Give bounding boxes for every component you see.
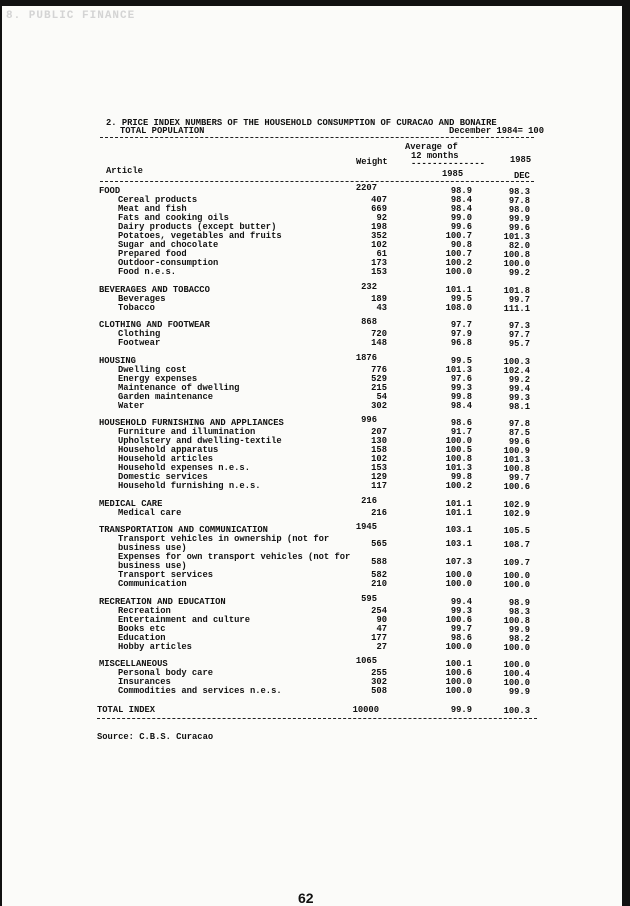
source-note: Source: C.B.S. Curacao (97, 732, 214, 742)
item-average: 100.0 (445, 267, 472, 277)
section-average: 101.1 (445, 284, 472, 295)
footer-rule (97, 718, 537, 719)
item-weight: 215 (371, 382, 387, 393)
item-average: 97.9 (450, 329, 472, 339)
item-label: Transport vehicles in ownership (not for (118, 534, 330, 544)
item-average: 100.5 (445, 445, 472, 455)
item-average: 96.8 (450, 338, 472, 348)
section-weight: 216 (361, 495, 377, 506)
section-weight: 232 (361, 281, 377, 292)
item-label: Household apparatus (118, 445, 219, 455)
section-average: 98.9 (450, 186, 472, 196)
item-dec: 109.7 (503, 558, 530, 568)
table-subtitle: TOTAL POPULATION (120, 126, 205, 136)
item-label: Food n.e.s. (118, 267, 177, 277)
item-average: 100.0 (445, 677, 472, 687)
item-average: 107.3 (445, 557, 472, 567)
weight-header: Weight (356, 157, 388, 167)
item-label: Clothing (118, 329, 161, 339)
item-average: 101.1 (445, 507, 472, 518)
item-label: Energy expenses (118, 373, 198, 384)
item-label: Outdoor-consumption (118, 258, 219, 268)
section-heading: HOUSEHOLD FURNISHING AND APPLIANCES (99, 418, 284, 428)
avg-year-header: 1985 (442, 169, 464, 179)
item-dec: 99.6 (508, 437, 530, 447)
item-label: Expenses for own transport vehicles (not for (118, 552, 351, 562)
item-dec: 99.7 (508, 294, 530, 305)
item-weight: 210 (371, 579, 387, 589)
item-dec: 98.2 (508, 633, 530, 644)
item-weight: 102 (371, 240, 387, 250)
item-dec: 98.3 (508, 606, 530, 617)
item-dec: 100.6 (503, 482, 530, 492)
item-dec: 100.9 (503, 446, 530, 456)
item-weight: 720 (371, 329, 387, 339)
item-dec: 100.8 (503, 615, 530, 626)
item-label: Household articles (118, 454, 214, 464)
item-average: 103.1 (445, 539, 472, 549)
item-average: 100.6 (445, 614, 472, 625)
item-average: 100.7 (445, 249, 472, 259)
item-weight: 54 (376, 391, 387, 402)
item-weight: 302 (371, 677, 387, 687)
item-average: 101.3 (445, 463, 472, 473)
item-weight: 90 (376, 614, 387, 625)
section-dec: 98.9 (508, 597, 530, 608)
section-weight: 1876 (355, 352, 377, 363)
section-dec: 101.8 (503, 285, 530, 296)
item-label: Cereal products (118, 195, 198, 205)
section-heading: MEDICAL CARE (99, 498, 163, 509)
item-average: 99.3 (450, 382, 472, 393)
section-average: 100.1 (445, 659, 472, 669)
item-label: Dwelling cost (118, 364, 187, 375)
item-average: 98.4 (450, 400, 472, 411)
item-label: Beverages (118, 293, 166, 304)
item-dec: 99.4 (508, 383, 530, 394)
section-dec: 105.5 (503, 526, 530, 536)
dec-header: DEC (514, 171, 530, 181)
section-average: 101.1 (445, 498, 472, 509)
item-average: 99.8 (450, 472, 472, 482)
item-label: Books etc (118, 623, 166, 634)
item-label: Dairy products (except butter) (118, 222, 277, 232)
item-dec: 99.7 (508, 473, 530, 483)
section-weight: 996 (361, 415, 377, 425)
item-dec: 100.8 (503, 250, 530, 260)
section-average: 97.7 (450, 320, 472, 330)
item-label: Potatoes, vegetables and fruits (118, 231, 282, 241)
section-dec: 98.3 (508, 187, 530, 197)
item-average: 99.8 (450, 391, 472, 402)
item-average: 98.4 (450, 195, 472, 205)
item-weight: 588 (371, 557, 387, 567)
article-header: Article (106, 166, 143, 176)
section-weight: 595 (361, 593, 377, 604)
section-average: 103.1 (445, 525, 472, 535)
item-weight: 254 (371, 605, 387, 616)
section-dec: 100.0 (503, 660, 530, 670)
item-weight: 43 (376, 302, 387, 313)
item-dec: 100.0 (503, 259, 530, 269)
item-average: 100.0 (445, 641, 472, 652)
item-average: 100.8 (445, 454, 472, 464)
item-label: Household expenses n.e.s. (118, 463, 250, 473)
item-label: Personal body care (118, 668, 214, 678)
item-dec: 100.0 (503, 580, 530, 590)
item-average: 97.6 (450, 373, 472, 384)
item-dec: 111.1 (503, 303, 530, 314)
item-label: Garden maintenance (118, 391, 214, 402)
item-dec: 99.9 (508, 624, 530, 635)
item-label: Prepared food (118, 249, 187, 259)
item-weight: 158 (371, 445, 387, 455)
item-label: business use) (118, 561, 187, 571)
item-average: 98.4 (450, 204, 472, 214)
item-weight: 129 (371, 472, 387, 482)
total-average: 99.9 (450, 705, 472, 715)
item-weight: 61 (376, 249, 387, 259)
item-label: Communication (118, 579, 187, 589)
item-weight: 407 (371, 195, 387, 205)
total-label: TOTAL INDEX (97, 705, 156, 715)
item-label: Maintenance of dwelling (118, 382, 240, 393)
item-average: 99.7 (450, 623, 472, 634)
item-dec: 100.4 (503, 669, 530, 679)
section-average: 98.6 (450, 418, 472, 428)
item-dec: 101.3 (503, 232, 530, 242)
section-weight: 1945 (355, 522, 377, 532)
item-dec: 82.0 (508, 241, 530, 251)
item-weight: 776 (371, 364, 387, 375)
item-weight: 216 (371, 507, 387, 518)
avg-header-line2: 12 months (411, 151, 459, 161)
item-dec: 97.8 (508, 196, 530, 206)
item-average: 98.6 (450, 632, 472, 643)
item-dec: 108.7 (503, 540, 530, 550)
item-weight: 255 (371, 668, 387, 678)
item-weight: 508 (371, 686, 387, 696)
dec-year-header: 1985 (510, 155, 532, 165)
item-label: Household furnishing n.e.s. (118, 481, 261, 491)
item-average: 100.7 (445, 231, 472, 241)
item-dec: 99.9 (508, 687, 530, 697)
item-label: Education (118, 632, 166, 643)
item-dec: 102.9 (503, 508, 530, 519)
item-average: 90.8 (450, 240, 472, 250)
avg-header-line1: Average of (405, 142, 458, 152)
item-dec: 101.3 (503, 455, 530, 465)
item-weight: 177 (371, 632, 387, 643)
item-dec: 100.0 (503, 571, 530, 581)
section-average: 99.4 (450, 596, 472, 607)
section-heading: FOOD (99, 186, 121, 196)
item-average: 99.6 (450, 222, 472, 232)
item-dec: 99.3 (508, 392, 530, 403)
item-dec: 98.0 (508, 205, 530, 215)
section-weight: 868 (361, 317, 377, 327)
column-header-rule (100, 181, 534, 182)
section-heading: HOUSING (99, 355, 136, 366)
total-dec: 100.3 (503, 706, 530, 716)
item-weight: 148 (371, 338, 387, 348)
item-label: Hobby articles (118, 641, 192, 652)
item-label: Footwear (118, 338, 161, 348)
item-weight: 173 (371, 258, 387, 268)
item-average: 100.0 (445, 436, 472, 446)
base-period: December 1984= 100 (448, 126, 544, 136)
header-rule (100, 137, 534, 138)
total-weight: 10000 (352, 705, 379, 715)
item-average: 100.0 (445, 579, 472, 589)
item-average: 99.3 (450, 605, 472, 616)
item-average: 100.0 (445, 686, 472, 696)
item-label: Sugar and chocolate (118, 240, 219, 250)
item-average: 108.0 (445, 302, 472, 313)
section-heading: TRANSPORTATION AND COMMUNICATION (99, 525, 268, 535)
item-average: 101.3 (445, 364, 472, 375)
item-label: Recreation (118, 605, 171, 616)
item-dec: 97.7 (508, 330, 530, 340)
avg-header-dash: -------------- (411, 159, 485, 169)
item-weight: 153 (371, 463, 387, 473)
item-dec: 98.1 (508, 401, 530, 412)
section-dec: 97.8 (508, 419, 530, 429)
item-dec: 102.4 (503, 365, 530, 376)
document-page (2, 6, 622, 906)
item-weight: 92 (376, 213, 387, 223)
item-weight: 189 (371, 293, 387, 304)
item-label: Water (118, 400, 145, 411)
item-weight: 529 (371, 373, 387, 384)
item-dec: 87.5 (508, 428, 530, 438)
item-weight: 47 (376, 623, 387, 634)
item-label: Furniture and illumination (118, 427, 256, 437)
item-label: Entertainment and culture (118, 614, 250, 625)
item-dec: 99.9 (508, 214, 530, 224)
item-weight: 27 (376, 641, 387, 652)
item-label: Transport services (118, 570, 214, 580)
item-weight: 153 (371, 267, 387, 277)
item-weight: 198 (371, 222, 387, 232)
item-dec: 99.2 (508, 374, 530, 385)
item-weight: 352 (371, 231, 387, 241)
item-weight: 102 (371, 454, 387, 464)
item-dec: 99.6 (508, 223, 530, 233)
item-label: Medical care (118, 507, 182, 518)
item-label: Meat and fish (118, 204, 187, 214)
running-header: 8. PUBLIC FINANCE (6, 10, 136, 22)
item-weight: 669 (371, 204, 387, 214)
item-average: 91.7 (450, 427, 472, 437)
item-label: Upholstery and dwelling-textile (118, 436, 282, 446)
section-weight: 1065 (355, 656, 377, 666)
item-weight: 582 (371, 570, 387, 580)
item-average: 100.2 (445, 481, 472, 491)
section-dec: 97.3 (508, 321, 530, 331)
table-title: 2. PRICE INDEX NUMBERS OF THE HOUSEHOLD CONSUMPTION OF CURACAO AND BONAIRE (106, 118, 497, 128)
item-dec: 99.2 (508, 268, 530, 278)
item-dec: 95.7 (508, 339, 530, 349)
item-label: Domestic services (118, 472, 208, 482)
item-label: Commodities and services n.e.s. (118, 686, 282, 696)
item-weight: 302 (371, 400, 387, 411)
section-heading: CLOTHING AND FOOTWEAR (99, 320, 210, 330)
item-label: business use) (118, 543, 187, 553)
item-average: 100.0 (445, 570, 472, 580)
item-weight: 130 (371, 436, 387, 446)
item-weight: 117 (371, 481, 387, 491)
item-label: Fats and cooking oils (118, 213, 229, 223)
item-dec: 100.0 (503, 678, 530, 688)
item-average: 99.0 (450, 213, 472, 223)
item-label: Tobacco (118, 302, 155, 313)
item-label: Insurances (118, 677, 171, 687)
section-dec: 100.3 (503, 356, 530, 367)
item-dec: 100.8 (503, 464, 530, 474)
section-heading: BEVERAGES AND TOBACCO (99, 284, 210, 295)
section-average: 99.5 (450, 355, 472, 366)
section-dec: 102.9 (503, 499, 530, 510)
section-weight: 2207 (355, 183, 377, 193)
item-average: 100.6 (445, 668, 472, 678)
section-heading: MISCELLANEOUS (99, 659, 168, 669)
item-weight: 565 (371, 539, 387, 549)
item-dec: 100.0 (503, 642, 530, 653)
section-heading: RECREATION AND EDUCATION (99, 596, 226, 607)
item-average: 100.2 (445, 258, 472, 268)
item-weight: 207 (371, 427, 387, 437)
item-average: 99.5 (450, 293, 472, 304)
page-number: 62 (298, 890, 314, 906)
